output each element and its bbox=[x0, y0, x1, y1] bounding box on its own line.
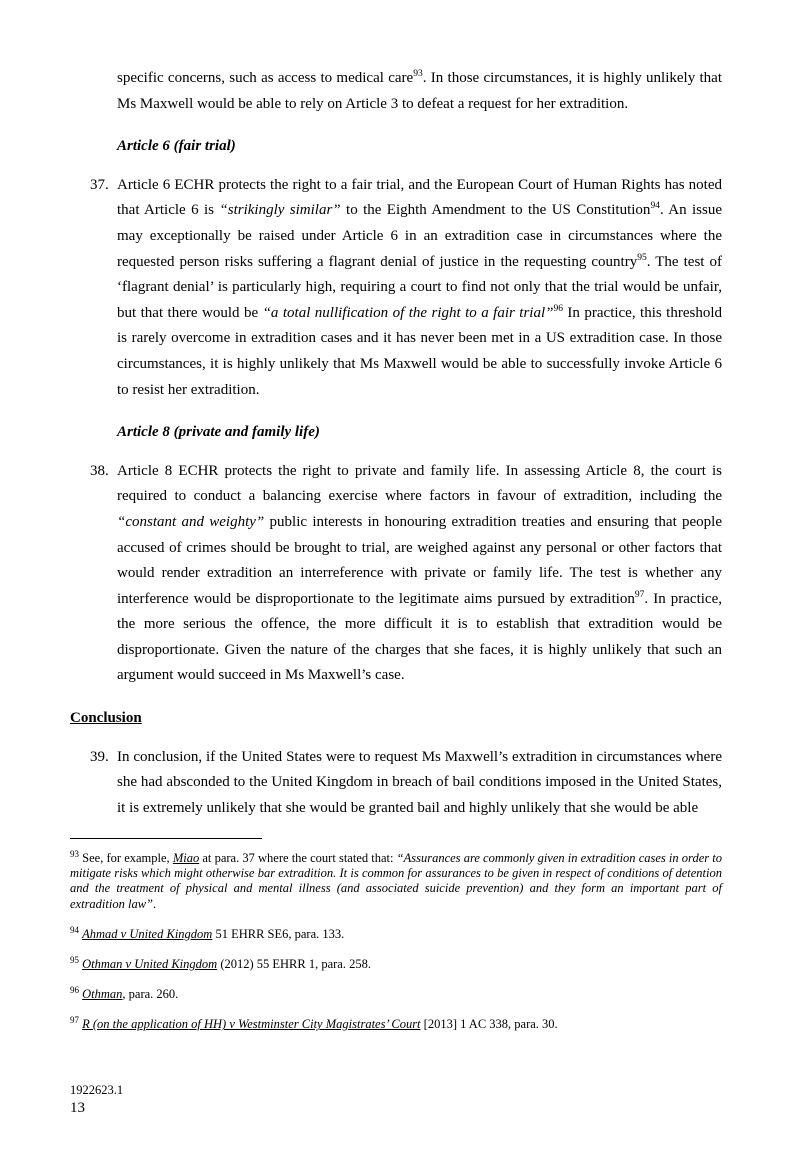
footnote-94: $^{94}$ Ahmad v United Kingdom 51 EHRR SE6, para. 133. bbox=[70, 924, 345, 941]
paragraph-38-number: 38. bbox=[90, 462, 109, 479]
heading-conclusion: Conclusion bbox=[70, 710, 142, 727]
paragraph-37 bbox=[90, 173, 723, 403]
footnote-separator-line bbox=[70, 838, 262, 839]
heading-article-6: Article 6 (fair trial) bbox=[117, 138, 236, 155]
document-reference: 1922623.1 bbox=[70, 1083, 124, 1097]
paragraph-39-number: 39. bbox=[90, 748, 109, 765]
document-body bbox=[70, 0, 722, 821]
footnote-96: $^{96}$ Othman, para. 260. bbox=[70, 985, 179, 1002]
paragraph-38 bbox=[90, 459, 723, 689]
paragraph-38-text: Article 8 ECHR protects the right to private and family life. In assessing Article 8, the court is required to conduct a balancing exercise where factors in favour of extradition, including the “constant and weighty” public interests in honouring extradition treaties and ensuring that people accused of crimes should be brought to trial, are weighed against any personal or other factors that would render extradition an interreference with private or family life. The test is whether any interference would be disproportionate to the legitimate aims pursued by extradition$^{97}$. In practice, the more serious the offence, the more difficult it is to establish that extradition would be disproportionate. Given the nature of the charges that she faces, it is highly unlikely that such an argument would succeed in Ms Maxwell’s case. bbox=[117, 462, 723, 684]
page-number: 13 bbox=[70, 1100, 85, 1116]
paragraph-39-text: In conclusion, if the United States were to request Ms Maxwell’s extradition in circumstances where she had absconded to the United Kingdom in breach of bail conditions imposed in the United States, it is extremely unlikely that she would be granted bail and highly unlikely that she would be able bbox=[117, 748, 722, 816]
footnotes-section bbox=[70, 830, 722, 1048]
page-footer bbox=[70, 1082, 123, 1118]
heading-article-8: Article 8 (private and family life) bbox=[117, 424, 320, 441]
footnote-93: $^{93}$ See, for example, Miao at para. 37 where the court stated that: “Assurances are commonly given in extradition cases in order to mitigate risks which might otherwise bar extradition. It is common for assurances to be given in respect of conditions of detention and the treatment of physical and mental illness (and associated suicide prevention) and they form an important part of extradition law”. bbox=[70, 848, 722, 911]
paragraph-39 bbox=[90, 745, 722, 822]
footnote-97: $^{97}$ R (on the application of HH) v Westminster City Magistrates’ Court [2013] 1 AC 338, para. 30. bbox=[70, 1015, 558, 1032]
paragraph-37-number: 37. bbox=[90, 176, 109, 193]
paragraph-37-text: Article 6 ECHR protects the right to a fair trial, and the European Court of Human Rights has noted that Article 6 is “strikingly similar” to the Eighth Amendment to the US Constitution$^{94}$. An issue may exceptionally be raised under Article 6 in an extradition case in circumstances where the requested person risks suffering a flagrant denial of justice in the requesting country$^{95}$. The test of ‘flagrant denial’ is particularly high, requiring a court to find not only that the trial would be unfair, but that there would be “a total nullification of the right to a fair trial”$^{96}$ In practice, this threshold is rarely overcome in extradition cases and it has never been met in a US extradition case. In those circumstances, it is highly unlikely that Ms Maxwell would be able to successfully invoke Article 6 to resist her extradition. bbox=[117, 176, 723, 398]
continuation-paragraph: specific concerns, such as access to medical care$^{93}$. In those circumstances, it is highly unlikely that Ms Maxwell would be able to rely on Article 3 to defeat a request for her extradition. bbox=[117, 69, 723, 112]
footnote-95: $^{95}$ Othman v United Kingdom (2012) 55 EHRR 1, para. 258. bbox=[70, 954, 371, 972]
